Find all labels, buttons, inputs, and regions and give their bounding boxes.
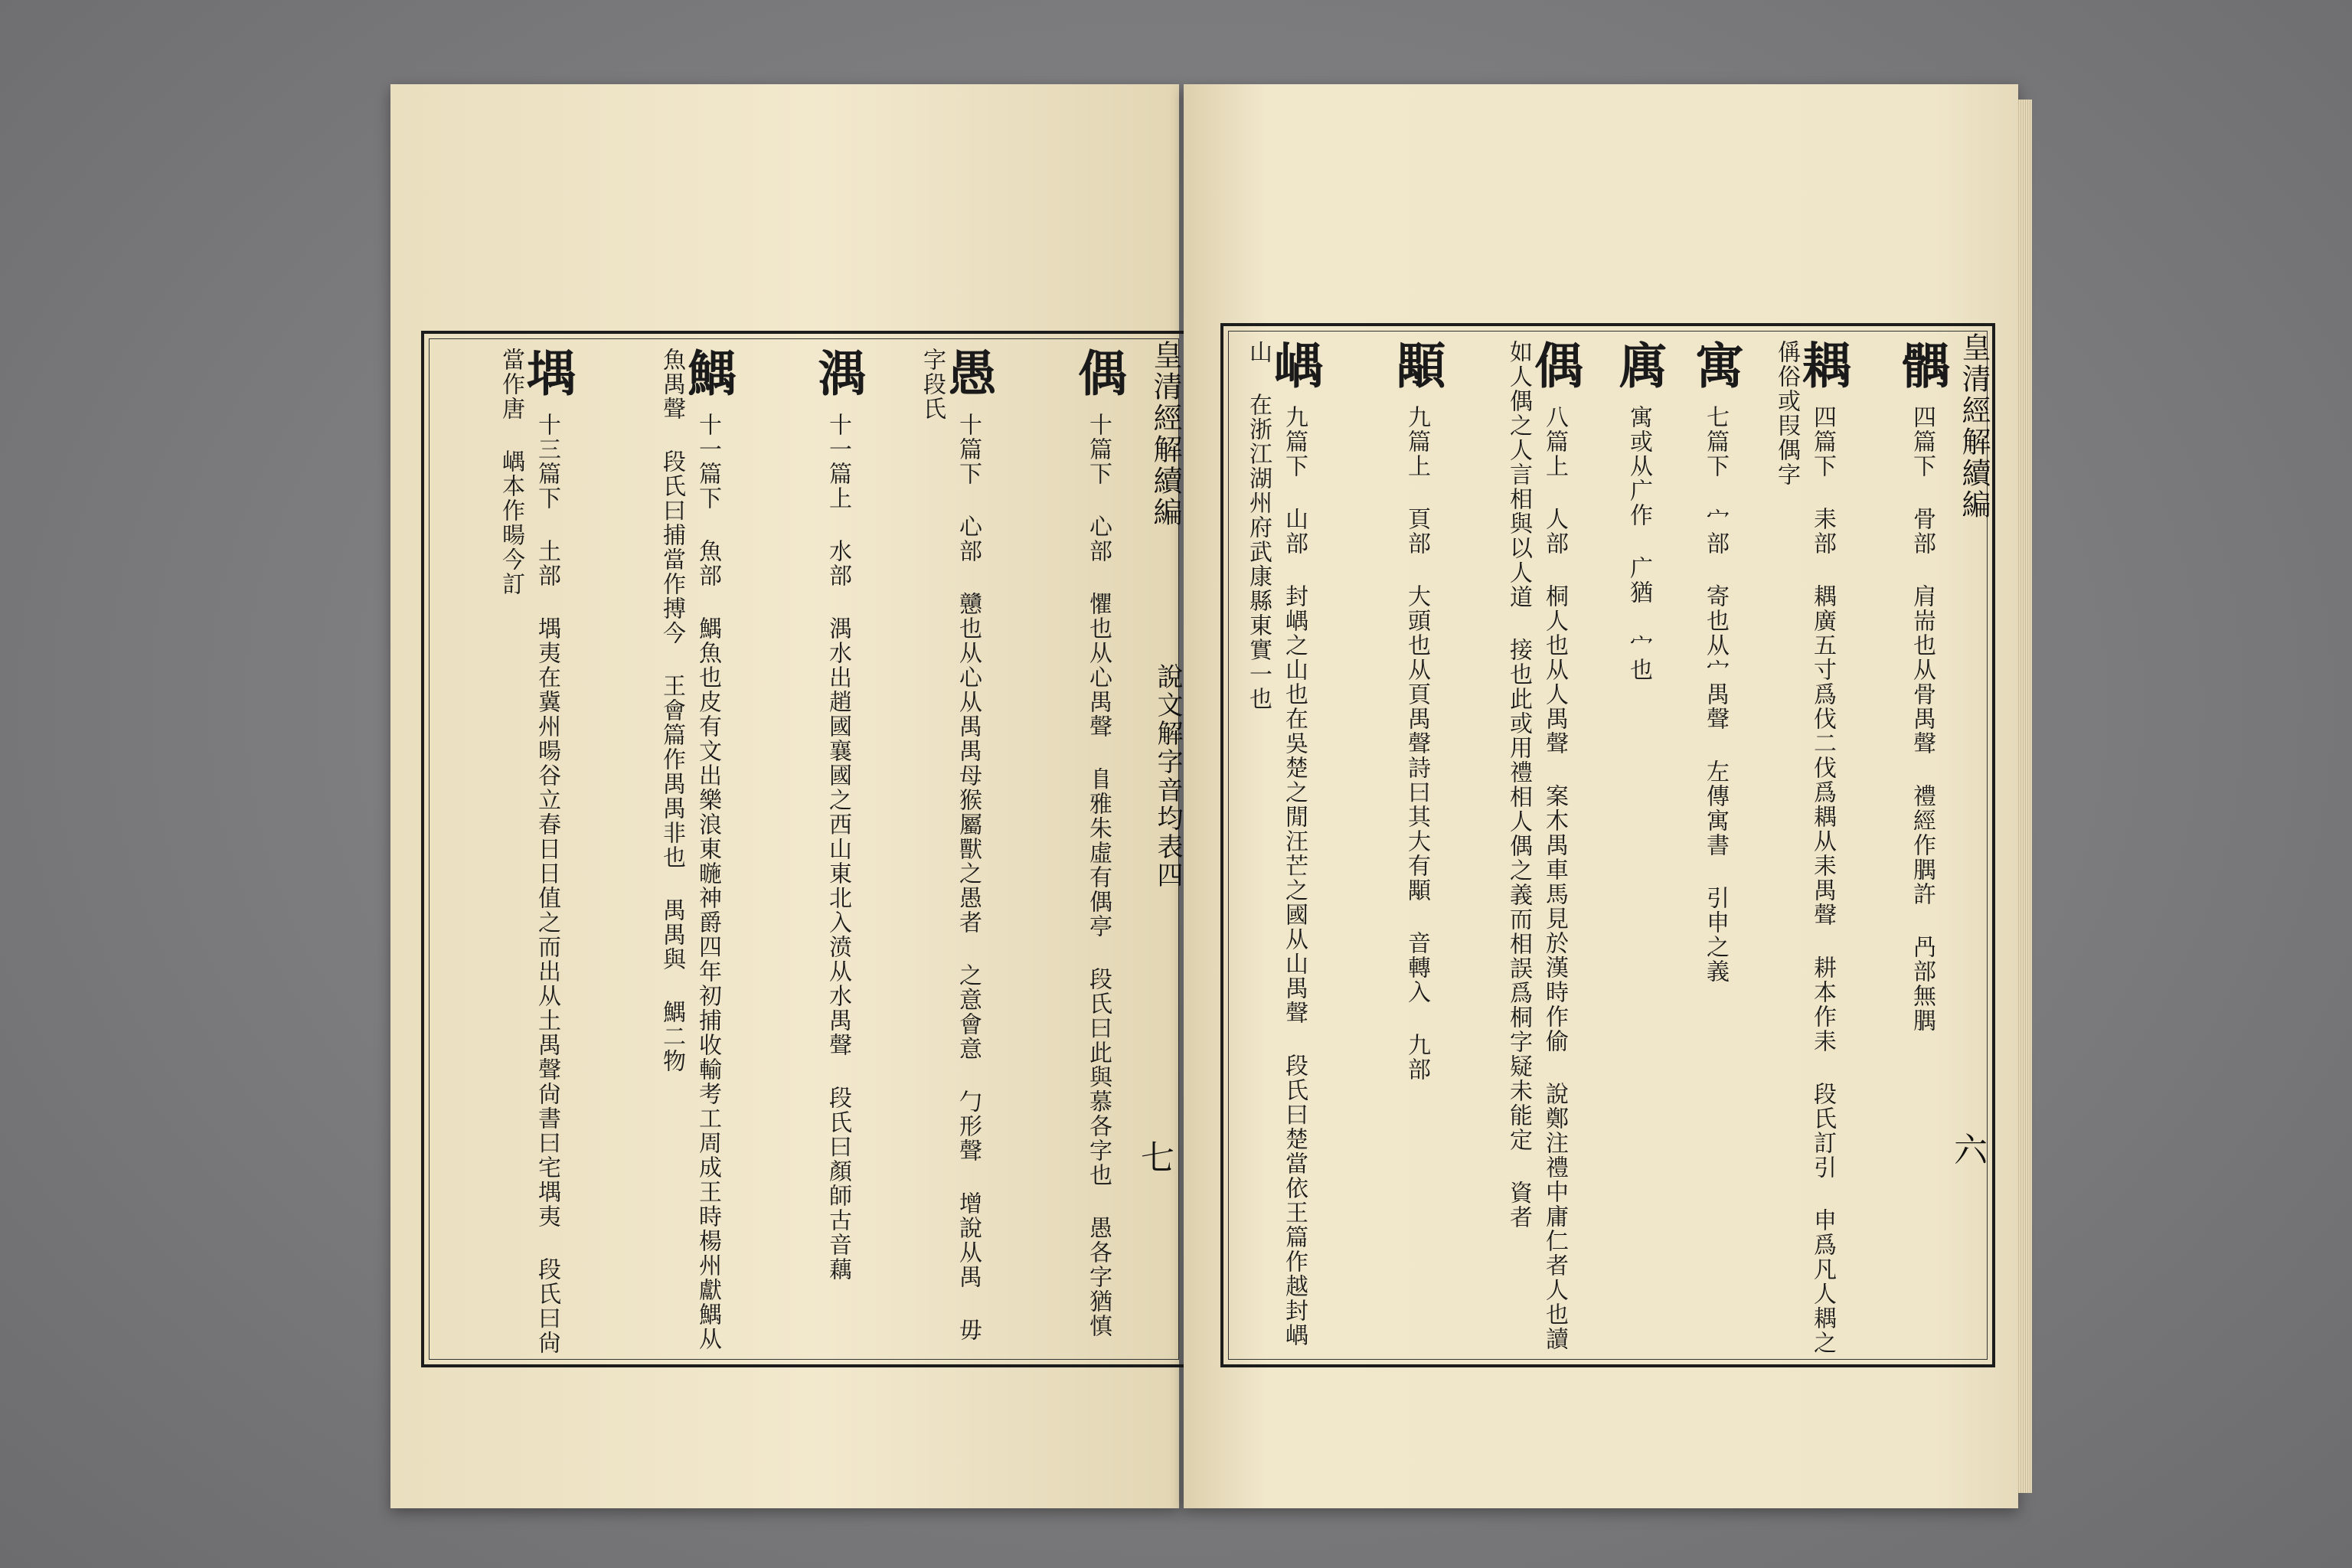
left-text-block bbox=[421, 331, 1187, 1367]
column-text: 九篇下 山部 封嵎之山也在吳楚之閒汪芒之國从山禺聲 段氏曰楚當依王篇作越封嵎山 在浙江湖州府武康縣東實一也 bbox=[1245, 340, 1308, 1348]
column-text: 十一篇上 水部 湡水出趙國襄國之西山東北入𣸣从水禺聲 段氏曰顏師古音藕 bbox=[825, 413, 851, 1282]
column-text: 四篇下 耒部 耦廣五寸爲伐二伐爲耦从耒禺聲 耕本作耒 段氏訂引 申爲凡人耦之 偁俗或叚偶字 bbox=[1773, 340, 1836, 1355]
right-page-number: 六 bbox=[1954, 1131, 1988, 1170]
left-column-2 bbox=[919, 348, 997, 1364]
right-column-7 bbox=[1245, 340, 1323, 1364]
right-column-2 bbox=[1773, 340, 1851, 1364]
right-column-4 bbox=[1610, 340, 1668, 682]
column-text: 八篇上 人部 桐人也从人禺聲 案木禺車馬見於漢時作偷 說鄭注禮中庸仁者人也讀如人偶之人言相與以人道 接也此或用禮相人偶之義而相誤爲桐字疑未能定 資者 bbox=[1505, 340, 1568, 1351]
right-column-5 bbox=[1505, 340, 1583, 1364]
column-text: 四篇下 骨部 肩耑也从骨禺聲 禮經作腢許 冎部無腢 bbox=[1909, 405, 1936, 1033]
headword: 顒 bbox=[1388, 340, 1446, 390]
headword: 耦 bbox=[1794, 340, 1851, 390]
headword: 髃 bbox=[1893, 340, 1951, 390]
right-page-header: 皇清經解續編 bbox=[1957, 332, 1991, 521]
right-text-block bbox=[1220, 323, 1995, 1367]
column-text: 十篇下 心部 懼也从心禺聲 𨸏雅朱虛有偶亭 段氏曰此與慕各字也 愚各字猶慎 bbox=[1085, 413, 1112, 1338]
right-column-6 bbox=[1388, 340, 1446, 1082]
column-text: 十一篇下 魚部 鰅魚也皮有文出樂浪東暆神爵四年初捕收輸考工周成王時楊州獻鰅从魚禺聲 段氏曰捕當作搏今 王會篇作禺禺非也 禺禺與 鰅二物 bbox=[658, 348, 721, 1351]
column-text: 十三篇下 土部 堣夷在冀州暘谷立春日日值之而出从土禺聲尙書曰宅堣夷 段氏曰尙當作唐 嵎本作暘今訂 bbox=[498, 348, 560, 1355]
right-column-3 bbox=[1687, 340, 1744, 984]
open-book bbox=[372, 84, 2041, 1508]
column-text: 寓或从广作 广猶 宀也 bbox=[1625, 405, 1652, 682]
column-text: 九篇上 頁部 大頭也从頁禺聲詩曰其大有顒 音轉入 九部 bbox=[1403, 405, 1430, 1082]
right-inner-rule bbox=[1228, 331, 1988, 1360]
headword: 偶 bbox=[1070, 348, 1127, 398]
left-column-3 bbox=[809, 348, 867, 1282]
left-column-5 bbox=[498, 348, 576, 1364]
left-column-4 bbox=[658, 348, 737, 1364]
left-page-header: 皇清經解續編 bbox=[1148, 340, 1182, 528]
right-column-1 bbox=[1893, 340, 1951, 1033]
column-text: 十篇下 心部 戇也从心从禺禺母猴屬獸之愚者 之意會意 勹形聲 增說从禺 毋字段氏 bbox=[919, 348, 982, 1342]
left-page bbox=[390, 84, 1183, 1508]
left-page-footer: 說文解字音均表四 bbox=[1152, 663, 1183, 890]
left-column-1 bbox=[1070, 348, 1127, 1338]
right-page bbox=[1184, 84, 2018, 1508]
left-page-number: 七 bbox=[1141, 1138, 1174, 1178]
page-edge-stack bbox=[2017, 100, 2032, 1493]
headword: 湡 bbox=[809, 348, 867, 398]
headword: 愚 bbox=[939, 348, 997, 398]
headword: 堣 bbox=[518, 348, 576, 398]
headword: 庽 bbox=[1610, 340, 1668, 390]
headword: 嵎 bbox=[1266, 340, 1323, 390]
column-text: 七篇下 宀部 寄也从宀禺聲 左傳寓書 引申之義 bbox=[1702, 405, 1729, 984]
headword: 寓 bbox=[1687, 340, 1744, 390]
headword: 偶 bbox=[1526, 340, 1583, 390]
headword: 鰅 bbox=[679, 348, 737, 398]
